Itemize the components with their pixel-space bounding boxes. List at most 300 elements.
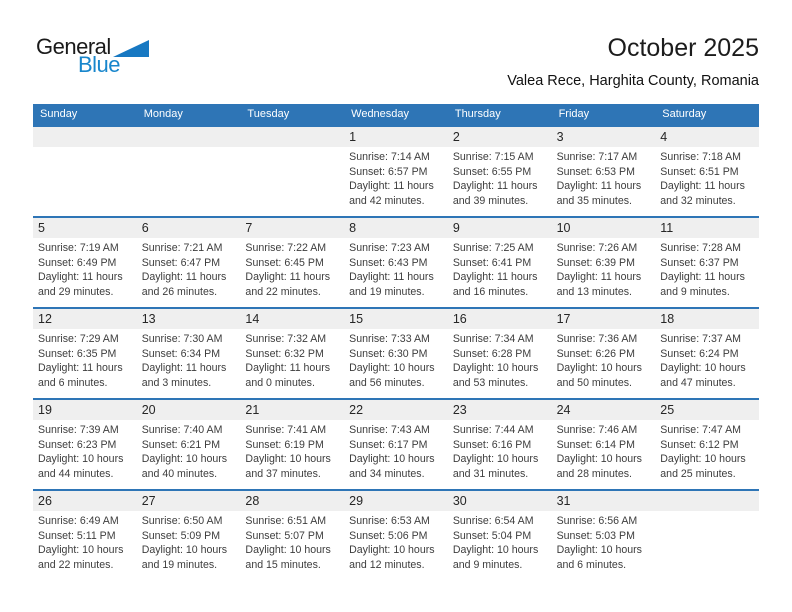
daylight-line — [557, 179, 650, 208]
sunset-line — [245, 347, 338, 362]
day-number: 1 — [344, 127, 448, 147]
sunset-label: Sunset: — [660, 347, 697, 360]
sunset-value: 6:37 PM — [699, 256, 739, 269]
day-cell — [655, 309, 759, 398]
day-details — [344, 238, 448, 299]
day-number: 5 — [33, 218, 137, 238]
day-details — [448, 511, 552, 572]
sunset-value: 6:32 PM — [284, 347, 324, 360]
sunrise-value: 7:21 AM — [183, 242, 223, 254]
sunset-line — [245, 438, 338, 453]
day-cell — [448, 218, 552, 307]
sunrise-label: Sunrise: — [452, 242, 492, 254]
sunrise-label: Sunrise: — [349, 242, 389, 254]
daylight-value: 10 hours and 40 minutes. — [141, 453, 228, 480]
sunset-value: 6:47 PM — [180, 256, 221, 269]
sunset-line — [453, 165, 546, 180]
day-number: 31 — [552, 491, 656, 511]
daylight-value: 10 hours and 6 minutes. — [556, 544, 642, 571]
sunrise-value: 7:47 AM — [702, 424, 741, 436]
week-row — [33, 398, 759, 489]
day-number: 10 — [552, 218, 656, 238]
day-cell — [655, 400, 759, 489]
logo-text-general: General — [36, 34, 111, 59]
day-number: 6 — [137, 218, 241, 238]
week-row — [33, 489, 759, 580]
sunset-label: Sunset: — [38, 438, 74, 451]
day-cell — [137, 218, 241, 307]
sunset-line — [349, 438, 442, 453]
day-cell — [344, 127, 448, 216]
daylight-label: Daylight: — [660, 453, 702, 466]
sunrise-line — [142, 423, 235, 438]
sunrise-label: Sunrise: — [245, 424, 285, 436]
sunset-value: 6:34 PM — [180, 347, 221, 360]
daylight-value: 11 hours and 3 minutes. — [141, 362, 227, 389]
daylight-label: Daylight: — [452, 271, 495, 284]
day-number: 19 — [33, 400, 137, 420]
daylight-line — [142, 452, 235, 481]
sunrise-label: Sunrise: — [141, 242, 181, 254]
daylight-value: 10 hours and 25 minutes. — [660, 453, 746, 480]
daylight-value: 10 hours and 22 minutes. — [38, 544, 124, 571]
daylight-label: Daylight: — [556, 544, 598, 557]
sunset-line — [557, 529, 650, 544]
day-details — [552, 420, 656, 481]
calendar-day-headers — [33, 104, 759, 125]
sunrise-line — [557, 514, 650, 529]
day-details — [552, 238, 656, 299]
sunrise-value: 7:43 AM — [390, 424, 430, 436]
daylight-value: 11 hours and 32 minutes. — [660, 180, 745, 207]
daylight-value: 10 hours and 9 minutes. — [452, 544, 539, 571]
sunset-line — [349, 529, 442, 544]
day-cell — [448, 491, 552, 580]
daylight-value: 10 hours and 37 minutes. — [245, 453, 331, 480]
sunrise-value: 7:26 AM — [598, 242, 638, 254]
daylight-value: 11 hours and 39 minutes. — [452, 180, 538, 207]
day-number: 13 — [137, 309, 241, 329]
sunset-value: 6:19 PM — [284, 438, 324, 451]
sunset-value: 6:51 PM — [699, 165, 739, 178]
sunset-label: Sunset: — [349, 165, 386, 178]
day-cell — [552, 309, 656, 398]
day-number: 4 — [655, 127, 759, 147]
day-details — [137, 329, 241, 390]
sunset-value: 6:17 PM — [388, 438, 428, 451]
sunset-label: Sunset: — [452, 438, 489, 451]
day-number: 22 — [344, 400, 448, 420]
day-header-tuesday: Tuesday — [247, 108, 290, 120]
sunrise-label: Sunrise: — [38, 242, 77, 254]
sunrise-line — [557, 332, 650, 347]
sunset-line — [38, 438, 131, 453]
sunrise-value: 7:17 AM — [598, 151, 638, 163]
sunset-value: 6:23 PM — [76, 438, 117, 451]
day-details — [137, 420, 241, 481]
sunrise-label: Sunrise: — [141, 515, 181, 527]
day-number: 18 — [655, 309, 759, 329]
day-cell — [344, 491, 448, 580]
day-details — [655, 329, 759, 390]
daylight-line — [453, 270, 546, 299]
sunrise-line — [245, 332, 338, 347]
day-cell — [33, 491, 137, 580]
daylight-value: 11 hours and 6 minutes. — [38, 362, 123, 389]
sunrise-line — [453, 514, 546, 529]
day-number: 14 — [240, 309, 344, 329]
calendar-grid — [33, 104, 759, 580]
daylight-line — [660, 179, 753, 208]
sunset-value: 6:14 PM — [595, 438, 635, 451]
sunrise-value: 6:54 AM — [494, 515, 534, 527]
daylight-label: Daylight: — [38, 453, 80, 466]
daylight-label: Daylight: — [141, 453, 183, 466]
sunrise-line — [349, 514, 442, 529]
daylight-label: Daylight: — [349, 544, 391, 557]
sunrise-value: 7:28 AM — [702, 242, 741, 254]
sunset-label: Sunset: — [141, 256, 178, 269]
sunrise-label: Sunrise: — [660, 242, 700, 254]
daylight-line — [557, 270, 650, 299]
daylight-line — [245, 543, 338, 572]
daylight-value: 10 hours and 12 minutes. — [349, 544, 435, 571]
daylight-value: 10 hours and 44 minutes. — [38, 453, 124, 480]
title-block — [507, 34, 759, 89]
sunrise-label: Sunrise: — [660, 151, 700, 163]
day-number: 17 — [552, 309, 656, 329]
day-details — [655, 420, 759, 481]
empty-day-cell — [240, 127, 344, 216]
daylight-line — [349, 452, 442, 481]
daylight-label: Daylight: — [452, 453, 495, 466]
sunset-label: Sunset: — [245, 347, 282, 360]
day-header-wednesday: Wednesday — [351, 108, 410, 120]
sunrise-line — [142, 241, 235, 256]
sunset-value: 6:35 PM — [76, 347, 117, 360]
sunrise-label: Sunrise: — [660, 333, 700, 345]
sunrise-label: Sunrise: — [349, 515, 389, 527]
sunset-label: Sunset: — [660, 165, 697, 178]
sunrise-value: 6:56 AM — [598, 515, 638, 527]
day-number: 15 — [344, 309, 448, 329]
sunrise-line — [245, 514, 338, 529]
sunset-label: Sunset: — [349, 347, 386, 360]
day-details — [137, 238, 241, 299]
sunrise-line — [660, 150, 753, 165]
sunset-label: Sunset: — [452, 165, 489, 178]
day-number: 3 — [552, 127, 656, 147]
daylight-line — [245, 361, 338, 390]
daylight-line — [453, 452, 546, 481]
sunrise-value: 7:23 AM — [390, 242, 430, 254]
day-details — [33, 420, 137, 481]
day-number: 28 — [240, 491, 344, 511]
sunset-label: Sunset: — [349, 438, 386, 451]
logo-text-blue: Blue — [78, 52, 121, 77]
sunrise-line — [349, 332, 442, 347]
sunset-value: 5:07 PM — [284, 529, 324, 542]
day-cell — [655, 218, 759, 307]
day-details — [552, 511, 656, 572]
day-details — [448, 329, 552, 390]
sunrise-label: Sunrise: — [452, 424, 492, 436]
sunrise-line — [245, 241, 338, 256]
sunset-label: Sunset: — [556, 256, 593, 269]
day-cell — [552, 491, 656, 580]
daylight-value: 10 hours and 19 minutes. — [141, 544, 228, 571]
sunset-value: 5:09 PM — [180, 529, 221, 542]
sunrise-line — [38, 423, 131, 438]
week-row — [33, 125, 759, 216]
sunrise-value: 7:15 AM — [494, 151, 534, 163]
sunrise-value: 6:50 AM — [183, 515, 223, 527]
daylight-value: 10 hours and 50 minutes. — [556, 362, 642, 389]
sunset-line — [453, 529, 546, 544]
day-number: 12 — [33, 309, 137, 329]
day-number — [137, 127, 241, 147]
day-cell — [552, 400, 656, 489]
daylight-label: Daylight: — [556, 453, 598, 466]
daylight-label: Daylight: — [349, 453, 391, 466]
daylight-line — [38, 543, 131, 572]
day-details — [655, 238, 759, 299]
sunrise-value: 7:33 AM — [390, 333, 430, 345]
sunset-label: Sunset: — [245, 256, 282, 269]
sunrise-line — [38, 514, 131, 529]
day-details — [240, 329, 344, 390]
daylight-value: 10 hours and 15 minutes. — [245, 544, 331, 571]
daylight-value: 10 hours and 56 minutes. — [349, 362, 435, 389]
sunset-line — [660, 347, 753, 362]
day-cell — [344, 309, 448, 398]
sunset-value: 6:55 PM — [491, 165, 532, 178]
daylight-label: Daylight: — [349, 271, 391, 284]
daylight-value: 11 hours and 13 minutes. — [556, 271, 642, 298]
sunrise-label: Sunrise: — [245, 333, 285, 345]
day-cell — [33, 400, 137, 489]
sunset-value: 5:03 PM — [595, 529, 635, 542]
daylight-label: Daylight: — [660, 271, 702, 284]
sunrise-label: Sunrise: — [38, 424, 77, 436]
sunset-label: Sunset: — [556, 529, 593, 542]
daylight-label: Daylight: — [38, 362, 80, 375]
daylight-line — [142, 543, 235, 572]
sunrise-line — [557, 423, 650, 438]
sunset-line — [245, 529, 338, 544]
sunrise-value: 6:51 AM — [287, 515, 327, 527]
day-details — [552, 329, 656, 390]
day-details — [33, 238, 137, 299]
sunset-line — [142, 438, 235, 453]
sunset-label: Sunset: — [452, 529, 489, 542]
day-number: 27 — [137, 491, 241, 511]
day-number: 11 — [655, 218, 759, 238]
daylight-line — [453, 179, 546, 208]
sunset-line — [557, 165, 650, 180]
sunset-value: 6:28 PM — [491, 347, 532, 360]
daylight-label: Daylight: — [38, 544, 80, 557]
sunrise-label: Sunrise: — [141, 333, 181, 345]
day-cell — [137, 309, 241, 398]
day-number: 29 — [344, 491, 448, 511]
day-cell — [137, 400, 241, 489]
day-number — [655, 491, 759, 511]
day-number: 30 — [448, 491, 552, 511]
sunrise-label: Sunrise: — [38, 515, 77, 527]
sunrise-value: 6:49 AM — [79, 515, 119, 527]
daylight-line — [38, 270, 131, 299]
daylight-line — [142, 361, 235, 390]
day-cell — [655, 127, 759, 216]
sunset-value: 5:06 PM — [388, 529, 428, 542]
sunset-label: Sunset: — [452, 347, 489, 360]
sunset-label: Sunset: — [38, 256, 74, 269]
daylight-value: 11 hours and 29 minutes. — [38, 271, 123, 298]
sunset-line — [142, 256, 235, 271]
sunset-value: 6:24 PM — [699, 347, 739, 360]
sunset-label: Sunset: — [660, 438, 697, 451]
sunset-label: Sunset: — [141, 347, 178, 360]
sunrise-value: 7:29 AM — [79, 333, 119, 345]
week-row — [33, 216, 759, 307]
sunrise-label: Sunrise: — [660, 424, 700, 436]
sunset-label: Sunset: — [452, 256, 489, 269]
daylight-label: Daylight: — [141, 271, 183, 284]
sunset-line — [38, 529, 131, 544]
sunset-value: 5:11 PM — [76, 529, 116, 542]
day-number: 7 — [240, 218, 344, 238]
sunset-line — [349, 256, 442, 271]
sunrise-label: Sunrise: — [349, 151, 389, 163]
daylight-line — [349, 543, 442, 572]
sunrise-label: Sunrise: — [556, 424, 596, 436]
daylight-label: Daylight: — [245, 362, 287, 375]
sunrise-line — [660, 423, 753, 438]
sunrise-label: Sunrise: — [245, 515, 285, 527]
sunrise-line — [245, 423, 338, 438]
sunrise-line — [38, 241, 131, 256]
day-details — [240, 420, 344, 481]
sunset-value: 6:30 PM — [388, 347, 428, 360]
day-number: 16 — [448, 309, 552, 329]
day-header-monday: Monday — [143, 108, 183, 120]
sunrise-line — [38, 332, 131, 347]
daylight-line — [349, 270, 442, 299]
day-number — [33, 127, 137, 147]
sunrise-line — [660, 332, 753, 347]
daylight-label: Daylight: — [141, 544, 183, 557]
sunset-value: 6:39 PM — [595, 256, 635, 269]
daylight-value: 11 hours and 16 minutes. — [452, 271, 538, 298]
daylight-line — [660, 361, 753, 390]
sunrise-line — [557, 150, 650, 165]
day-number — [240, 127, 344, 147]
daylight-line — [660, 452, 753, 481]
daylight-value: 10 hours and 31 minutes. — [452, 453, 539, 480]
sunrise-value: 7:22 AM — [287, 242, 327, 254]
day-number: 9 — [448, 218, 552, 238]
daylight-label: Daylight: — [141, 362, 183, 375]
sunrise-line — [349, 241, 442, 256]
sunrise-line — [142, 514, 235, 529]
sunrise-value: 7:19 AM — [79, 242, 119, 254]
daylight-label: Daylight: — [245, 544, 287, 557]
daylight-label: Daylight: — [452, 362, 495, 375]
sunset-line — [245, 256, 338, 271]
day-details — [448, 147, 552, 208]
day-number: 2 — [448, 127, 552, 147]
day-cell — [240, 218, 344, 307]
day-cell — [448, 127, 552, 216]
sunset-label: Sunset: — [245, 529, 282, 542]
page-subtitle: Valea Rece, Harghita County, Romania — [507, 73, 759, 89]
sunrise-label: Sunrise: — [349, 424, 389, 436]
daylight-value: 10 hours and 53 minutes. — [452, 362, 539, 389]
week-row — [33, 307, 759, 398]
daylight-label: Daylight: — [245, 271, 287, 284]
sunrise-value: 7:44 AM — [494, 424, 534, 436]
sunrise-label: Sunrise: — [245, 242, 285, 254]
sunset-value: 6:57 PM — [388, 165, 428, 178]
day-cell — [240, 309, 344, 398]
sunset-value: 6:41 PM — [491, 256, 532, 269]
sunrise-value: 7:41 AM — [287, 424, 327, 436]
sunrise-value: 7:39 AM — [79, 424, 119, 436]
sunrise-label: Sunrise: — [556, 151, 596, 163]
day-details — [240, 511, 344, 572]
daylight-label: Daylight: — [660, 180, 702, 193]
day-details — [344, 147, 448, 208]
sunrise-label: Sunrise: — [452, 333, 492, 345]
daylight-value: 11 hours and 42 minutes. — [349, 180, 434, 207]
sunset-line — [660, 165, 753, 180]
general-blue-logo — [36, 36, 149, 76]
day-details — [448, 420, 552, 481]
daylight-line — [349, 361, 442, 390]
day-details — [240, 238, 344, 299]
day-details — [344, 329, 448, 390]
daylight-label: Daylight: — [349, 362, 391, 375]
sunrise-line — [142, 332, 235, 347]
day-cell — [344, 400, 448, 489]
daylight-line — [38, 452, 131, 481]
sunrise-value: 6:53 AM — [390, 515, 430, 527]
sunset-value: 6:45 PM — [284, 256, 324, 269]
day-details — [137, 511, 241, 572]
day-details — [33, 511, 137, 572]
empty-day-cell — [137, 127, 241, 216]
sunset-value: 6:43 PM — [388, 256, 428, 269]
day-cell — [552, 127, 656, 216]
daylight-label: Daylight: — [556, 180, 598, 193]
sunrise-label: Sunrise: — [452, 515, 492, 527]
daylight-line — [38, 361, 131, 390]
daylight-value: 10 hours and 47 minutes. — [660, 362, 746, 389]
daylight-value: 11 hours and 22 minutes. — [245, 271, 331, 298]
day-header-sunday: Sunday — [40, 108, 78, 120]
day-details — [655, 147, 759, 208]
page-title: October 2025 — [607, 34, 759, 62]
day-cell — [344, 218, 448, 307]
day-details — [448, 238, 552, 299]
sunset-label: Sunset: — [141, 438, 178, 451]
daylight-label: Daylight: — [349, 180, 391, 193]
sunrise-line — [453, 332, 546, 347]
sunrise-value: 7:34 AM — [494, 333, 534, 345]
sunrise-line — [557, 241, 650, 256]
daylight-line — [453, 543, 546, 572]
